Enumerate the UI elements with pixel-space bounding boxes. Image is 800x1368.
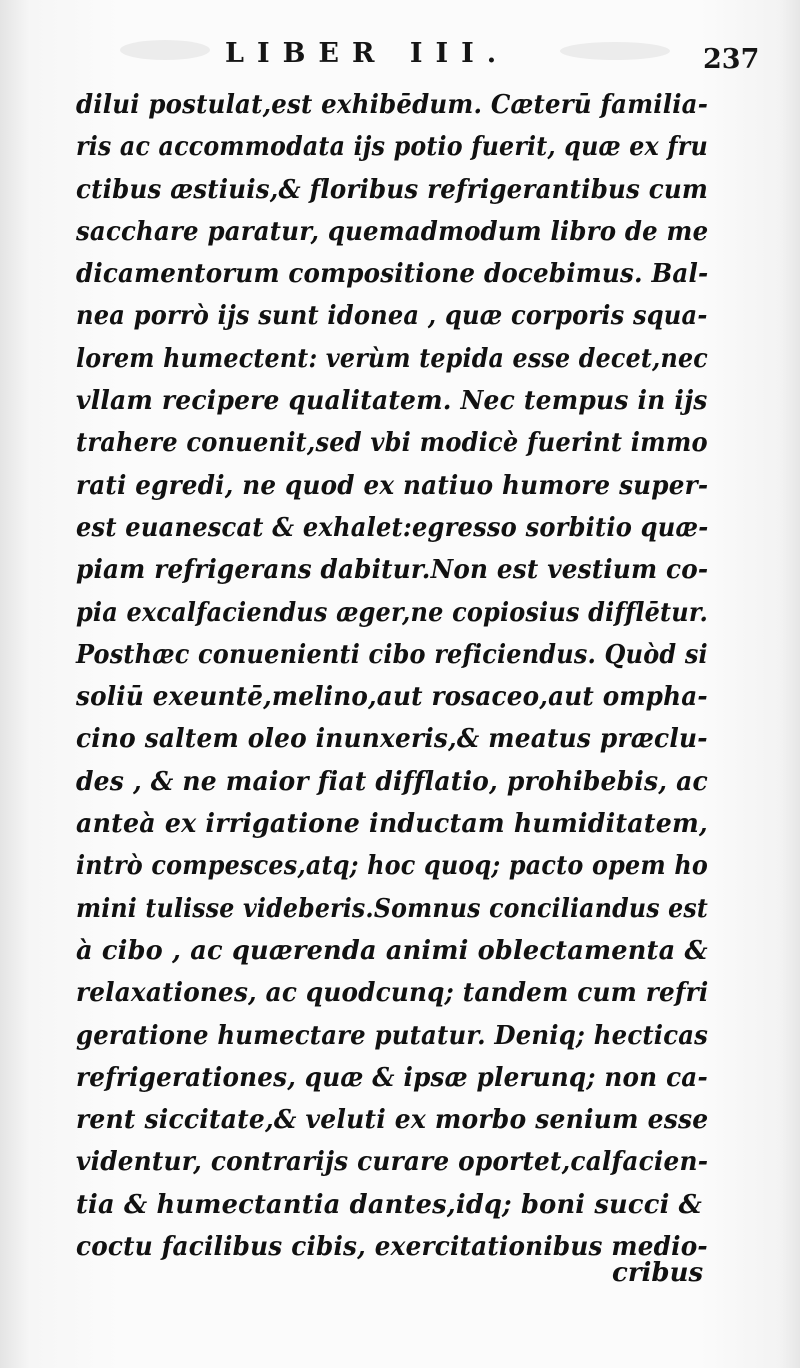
text-line: coctu facilibus cibis, exercitationibus medio-: [76, 1232, 708, 1263]
running-head: [0, 36, 800, 86]
text-line: mini tulisse videberis.Somnus conciliandus est: [76, 893, 709, 924]
page-number: 237: [703, 44, 760, 75]
text-line: vllam recipere qualitatem. Nec tempus in ijs: [76, 386, 708, 417]
text-line: intrò compesces,atq; hoc quoq; pacto opem ho: [76, 851, 708, 882]
text-line: Posthæc conuenienti cibo reficiendus. Quòd si: [76, 639, 708, 670]
text-line: lorem humectent: verùm tepida esse decet,nec: [76, 343, 708, 374]
running-head-title: LIBER III.: [225, 38, 510, 69]
text-line: piam refrigerans dabitur.Non est vestium co-: [76, 555, 709, 586]
text-line: geratione humectare putatur. Deniq; hecticas: [76, 1020, 709, 1051]
text-line: dicamentorum compositione docebimus. Bal-: [76, 259, 709, 290]
text-line: dilui postulat,est exhibēdum. Cæterū familia-: [76, 90, 709, 120]
text-line: rent siccitate,& veluti ex morbo senium esse: [76, 1105, 709, 1136]
text-line: à cibo , ac quærenda animi oblectamenta &: [76, 935, 708, 966]
text-line: anteà ex irrigatione inductam humiditatem,: [76, 809, 708, 840]
text-line: videntur, contrarijs curare oportet,calfacien-: [76, 1147, 709, 1178]
catchword: cribus: [612, 1258, 704, 1288]
text-line: trahere conuenit,sed vbi modicè fuerint immo: [76, 428, 708, 459]
text-line: soliū exeuntē,melino,aut rosaceo,aut ompha-: [76, 682, 708, 713]
text-line: sacchare paratur, quemadmodum libro de me: [76, 216, 709, 247]
text-line: ctibus æstiuis,& floribus refrigerantibus cum: [76, 174, 709, 205]
text-line: est euanescat & exhalet:egresso sorbitio quæ-: [76, 512, 709, 543]
text-line: des , & ne maior fiat difflatio, prohibebis, ac: [76, 766, 708, 797]
text-line: pia excalfaciendus æger,ne copiosius difflētur.: [76, 597, 709, 628]
text-line: relaxationes, ac quodcunq; tandem cum refri: [76, 978, 709, 1009]
text-line: tia & humectantia dantes,idq; boni succi &: [76, 1189, 703, 1220]
text-line: rati egredi, ne quod ex natiuo humore super-: [76, 470, 709, 501]
text-line: cino saltem oleo inunxeris,& meatus præclu-: [76, 724, 708, 755]
text-line: refrigerationes, quæ & ipsæ plerunq; non ca-: [76, 1062, 708, 1093]
text-line: nea porrò ijs sunt idonea , quæ corporis squa-: [76, 301, 708, 332]
text-line: ris ac accommodata ijs potio fuerit, quæ ex fru: [76, 132, 708, 163]
body-text: [76, 84, 716, 1268]
